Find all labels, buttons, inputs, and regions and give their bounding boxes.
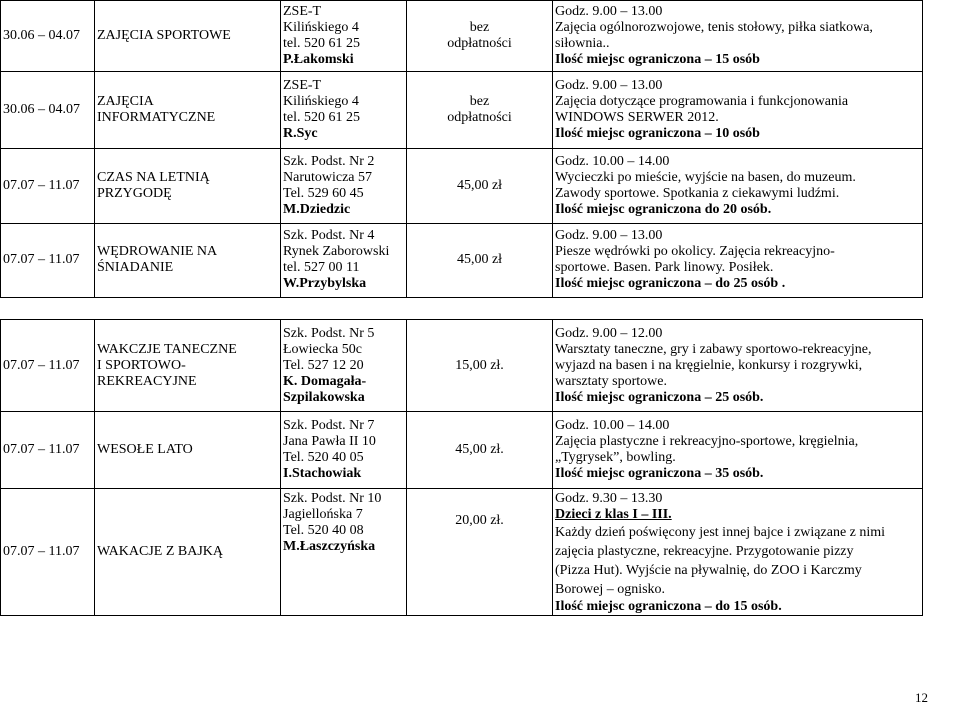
venue-line: Narutowicza 57 — [283, 170, 373, 186]
table-row — [1, 320, 923, 412]
activity-title: INFORMATYCZNE — [97, 110, 216, 126]
activity-title: CZAS NA LETNIĄ — [97, 170, 210, 186]
description-line: Zawody sportowe. Spotkania z ciekawymi ludźmi. — [555, 186, 840, 202]
hours: Godz. 9.00 – 13.00 — [555, 228, 663, 244]
activity-title: REKREACYJNE — [97, 373, 197, 389]
venue-line: tel. 527 00 11 — [283, 260, 360, 276]
target-group: Dzieci z klas I – III. — [555, 507, 672, 522]
price: odpłatności — [447, 110, 512, 126]
capacity-limit: Ilość miejsc ograniczona – do 25 osób . — [555, 276, 786, 292]
venue-line: Rynek Zaborowski — [283, 244, 390, 260]
venue-line: Szk. Podst. Nr 5 — [283, 325, 375, 341]
venue-line: Tel. 520 40 08 — [283, 523, 364, 538]
leader-name: R.Syc — [283, 126, 318, 142]
activity-title: ZAJĘCIA — [97, 94, 154, 110]
venue-line: Łowiecka 50c — [283, 341, 362, 357]
activities-table-2 — [0, 319, 923, 616]
venue-line: Tel. 529 60 45 — [283, 186, 364, 202]
leader-name: P.Łakomski — [283, 52, 354, 68]
description-line: warsztaty sportowe. — [555, 373, 667, 389]
leader-name: Szpilakowska — [283, 389, 365, 405]
hours: Godz. 9.00 – 13.00 — [555, 4, 663, 20]
table-row — [1, 489, 923, 616]
hours: Godz. 9.00 – 13.00 — [555, 78, 663, 94]
table-row — [1, 223, 923, 297]
venue-line: ZSE-T — [283, 78, 322, 94]
venue-line: Tel. 520 40 05 — [283, 450, 364, 465]
date-range: 07.07 – 11.07 — [3, 178, 80, 194]
capacity-limit: Ilość miejsc ograniczona – 25 osób. — [555, 389, 764, 405]
leader-name: K. Domagała- — [283, 373, 367, 389]
leader-name: M.Dziedzic — [283, 202, 351, 218]
hours: Godz. 10.00 – 14.00 — [555, 154, 670, 170]
venue-line: tel. 520 61 25 — [283, 110, 360, 126]
description-line: zajęcia plastyczne, rekreacyjne. Przygotowanie pizzy — [555, 544, 854, 559]
price: odpłatności — [447, 36, 512, 52]
price: 20,00 zł. — [455, 513, 504, 528]
description-line: siłownia.. — [555, 36, 610, 52]
venue-line: Jagiellońska 7 — [283, 507, 363, 522]
venue-line: Szk. Podst. Nr 2 — [283, 154, 375, 170]
table-row — [1, 1, 923, 72]
date-range: 07.07 – 11.07 — [3, 357, 80, 373]
table-row — [1, 149, 923, 223]
venue-line: Szk. Podst. Nr 4 — [283, 228, 375, 244]
price: 45,00 zł — [456, 252, 503, 268]
activity-title: WAKCZJE TANECZNE — [97, 341, 237, 357]
description-line: Wycieczki po mieście, wyjście na basen, do muzeum. — [555, 170, 856, 186]
activity-title: WESOŁE LATO — [97, 442, 193, 457]
date-range: 07.07 – 11.07 — [3, 544, 80, 559]
activity-title: I SPORTOWO- — [97, 357, 186, 373]
description-line: Zajęcia dotyczące programowania i funkcjonowania — [555, 94, 849, 110]
price: 45,00 zł. — [455, 442, 504, 457]
venue-line: Jana Pawła II 10 — [283, 434, 376, 449]
description-line: sportowe. Basen. Park linowy. Posiłek. — [555, 260, 774, 276]
page-number: 12 — [915, 690, 928, 705]
date-range: 07.07 – 11.07 — [3, 442, 80, 457]
description-line: Zajęcia plastyczne i rekreacyjno-sportowe, kręgielnia, — [555, 434, 859, 449]
venue-line: Tel. 527 12 20 — [283, 357, 364, 373]
description-line: WINDOWS SERWER 2012. — [555, 110, 719, 126]
venue-line: ZSE-T — [283, 4, 322, 20]
description-line: Piesze wędrówki po okolicy. Zajęcia rekreacyjno- — [555, 244, 835, 260]
hours: Godz. 9.00 – 12.00 — [555, 325, 663, 341]
leader-name: M.Łaszczyńska — [283, 539, 376, 554]
venue-line: Szk. Podst. Nr 7 — [283, 418, 375, 433]
hours: Godz. 9.30 – 13.30 — [555, 491, 663, 506]
description-line: Zajęcia ogólnorozwojowe, tenis stołowy, piłka siatkowa, — [555, 20, 873, 36]
description-line: (Pizza Hut). Wyjście na pływalnię, do ZOO i Karczmy — [555, 563, 862, 578]
description-line: Każdy dzień poświęcony jest innej bajce i związane z nimi — [555, 525, 886, 540]
capacity-limit: Ilość miejsc ograniczona do 20 osób. — [555, 202, 772, 218]
hours: Godz. 10.00 – 14.00 — [555, 418, 670, 433]
activity-title: WAKACJE Z BAJKĄ — [97, 544, 223, 559]
date-range: 07.07 – 11.07 — [3, 252, 80, 268]
price: bez — [469, 94, 490, 110]
price: 45,00 zł — [456, 178, 503, 194]
description-line: Warsztaty taneczne, gry i zabawy sportowo-rekreacyjne, — [555, 341, 872, 357]
venue-line: tel. 520 61 25 — [283, 36, 360, 52]
description-line: Borowej – ognisko. — [555, 582, 666, 597]
capacity-limit: Ilość miejsc ograniczona – 35 osób. — [555, 466, 764, 481]
activity-title: WĘDROWANIE NA — [97, 244, 218, 260]
activity-title: PRZYGODĘ — [97, 186, 172, 202]
activity-title: ZAJĘCIA SPORTOWE — [97, 28, 231, 44]
venue-line: Kilińskiego 4 — [283, 20, 359, 36]
activity-title: ŚNIADANIE — [97, 260, 174, 276]
date-range: 30.06 – 04.07 — [3, 28, 80, 44]
table-row — [1, 412, 923, 489]
price: bez — [469, 20, 490, 36]
leader-name: W.Przybylska — [283, 276, 367, 292]
leader-name: I.Stachowiak — [283, 466, 362, 481]
venue-line: Szk. Podst. Nr 10 — [283, 491, 382, 506]
description-line: wyjazd na basen i na kręgielnie, konkursy i rozgrywki, — [555, 357, 863, 373]
table-row — [1, 72, 923, 149]
price: 15,00 zł. — [455, 357, 504, 373]
capacity-limit: Ilość miejsc ograniczona – do 15 osób. — [555, 599, 782, 614]
description-line: „Tygrysek”, bowling. — [555, 450, 676, 465]
capacity-limit: Ilość miejsc ograniczona – 10 osób — [555, 126, 760, 142]
date-range: 30.06 – 04.07 — [3, 102, 80, 118]
venue-line: Kilińskiego 4 — [283, 94, 359, 110]
activities-table-1 — [0, 0, 923, 298]
capacity-limit: Ilość miejsc ograniczona – 15 osób — [555, 52, 760, 68]
